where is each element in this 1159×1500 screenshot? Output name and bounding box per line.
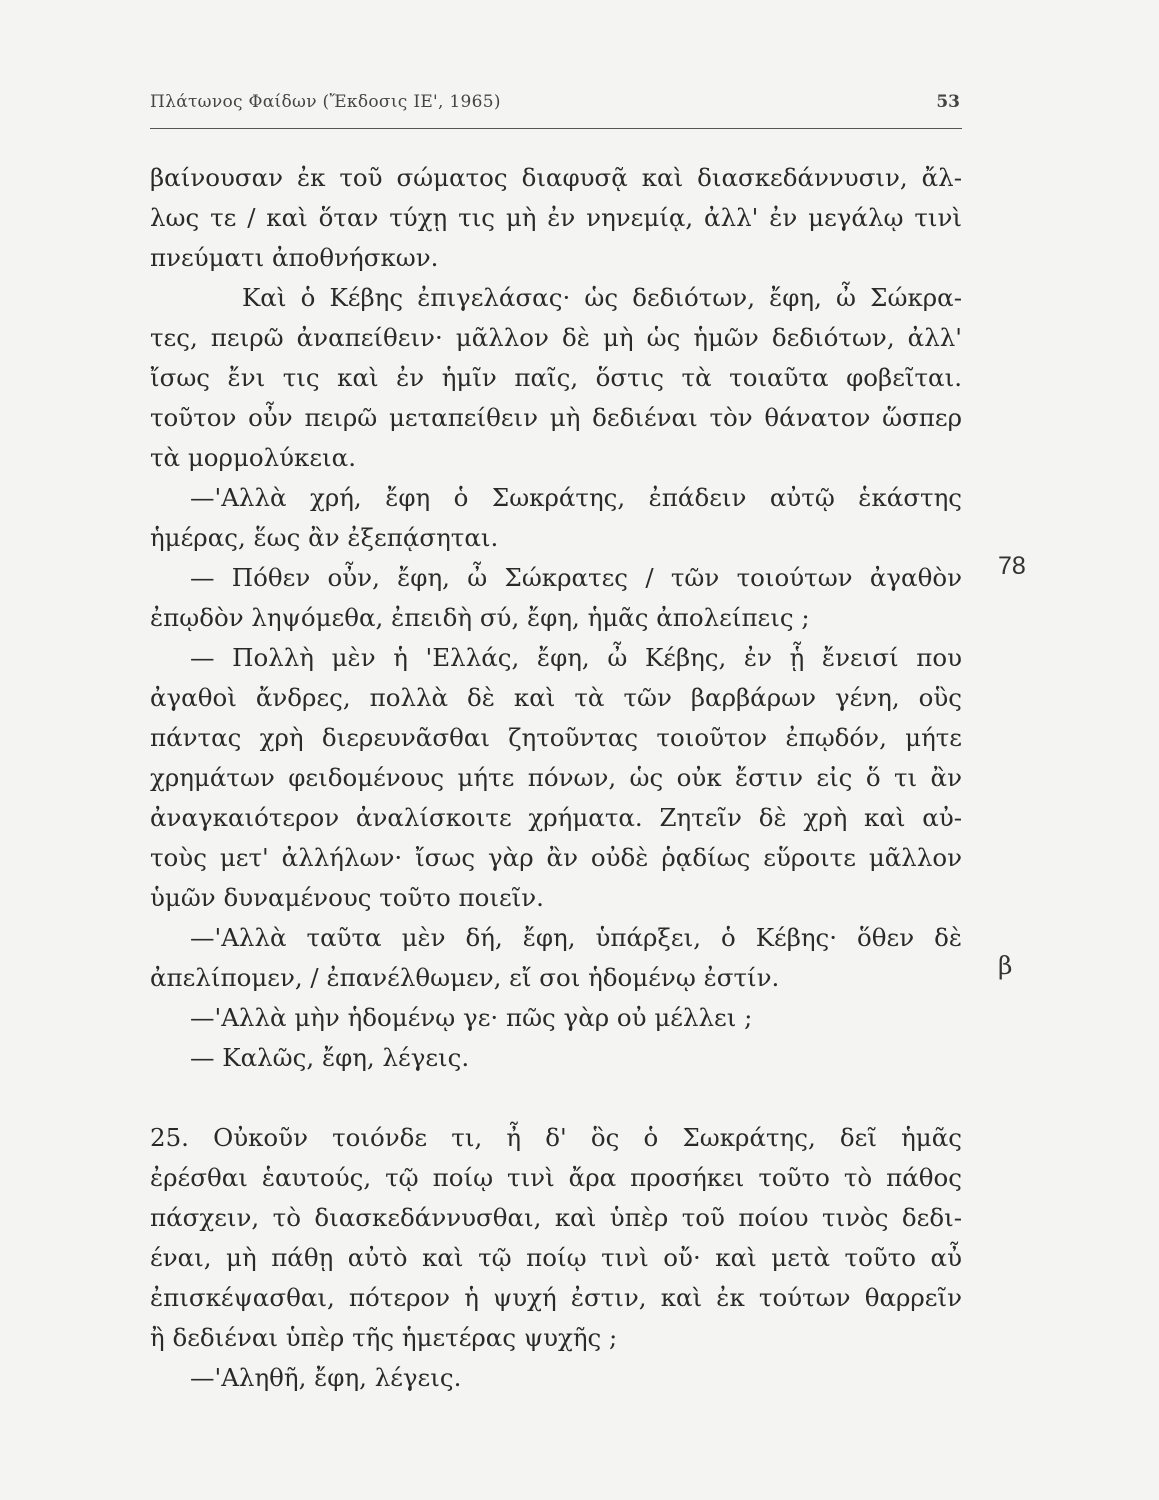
paragraph-gap xyxy=(150,1078,962,1118)
text-line: —'Αλλὰ ταῦτα μὲν δή, ἔφη, ὑπάρξει, ὁ Κέβης· ὅθεν δὲ xyxy=(190,923,962,952)
text-line: 25. Οὐκοῦν τοιόνδε τι, ἦ δ' ὃς ὁ Σωκράτης, δεῖ ἡμᾶς xyxy=(150,1123,962,1152)
text-line: ἴσως ἔνι τις καὶ ἐν ἡμῖν παῖς, ὅστις τὰ τοιαῦτα φοβεῖται. xyxy=(150,363,962,392)
text-line: πάσχειν, τὸ διασκεδάννυσθαι, καὶ ὑπὲρ τοῦ ποίου τινὸς δεδι- xyxy=(150,1203,962,1232)
text-line: έναι, μὴ πάθῃ αὐτὸ καὶ τῷ ποίῳ τινὶ οὔ· καὶ μετὰ τοῦτο αὖ xyxy=(150,1243,962,1272)
text-line: χρημάτων φειδομένους μήτε πόνων, ὡς οὐκ ἔστιν εἰς ὅ τι ἂν xyxy=(150,763,962,792)
text-line: — Πολλὴ μὲν ἡ 'Ελλάς, ἔφη, ὦ Κέβης, ἐν ᾗ ἔνεισί που xyxy=(190,643,962,672)
text-line: ἀγαθοὶ ἄνδρες, πολλὰ δὲ καὶ τὰ τῶν βαρβάρων γένη, οὓς xyxy=(150,683,962,712)
text-line: πάντας χρὴ διερευνᾶσθαι ζητοῦντας τοιοῦτον ἐπῳδόν, μήτε xyxy=(150,723,962,752)
header-title: Πλάτωνος Φαίδων (Ἔκδοσις ΙΕ', 1965) xyxy=(150,92,501,112)
text-line: ἀπελίπομεν, / ἐπανέλθωμεν, εἴ σοι ἡδομένῳ ἐστίν. xyxy=(150,963,780,992)
text-line: βαίνουσαν ἐκ τοῦ σώματος διαφυσᾷ καὶ διασκεδάννυσιν, ἄλ- xyxy=(150,163,962,192)
text-line: τὰ μορμολύκεια. xyxy=(150,443,357,472)
text-line: ἀναγκαιότερον ἀναλίσκοιτε χρήματα. Ζητεῖν δὲ χρὴ καὶ αὐ- xyxy=(150,803,962,832)
text-line: — Καλῶς, ἔφη, λέγεις. xyxy=(190,1043,470,1072)
text-line: ὑμῶν δυναμένους τοῦτο ποιεῖν. xyxy=(150,883,544,912)
text-line: τοὺς μετ' ἀλλήλων· ἴσως γὰρ ἂν οὐδὲ ῥᾳδίως εὕροιτε μᾶλλον xyxy=(150,843,962,872)
text-line: Καὶ ὁ Κέβης ἐπιγελάσας· ὡς δεδιότων, ἔφη, ὦ Σώκρα- xyxy=(242,283,962,312)
text-line: πνεύματι ἀποθνήσκων. xyxy=(150,243,439,272)
text-line: — Πόθεν οὖν, ἔφη, ὦ Σώκρατες / τῶν τοιούτων ἀγαθὸν xyxy=(190,563,962,592)
text-line: —'Αλλὰ χρή, ἔφη ὁ Σωκράτης, ἐπάδειν αὐτῷ ἑκάστης xyxy=(190,483,962,512)
text-line: ἐπῳδὸν ληψόμεθα, ἐπειδὴ σύ, ἔφη, ἡμᾶς ἀπολείπεις ; xyxy=(150,603,810,632)
text-line: —'Αλλὰ μὴν ἡδομένῳ γε· πῶς γὰρ οὐ μέλλει ; xyxy=(190,1003,753,1032)
margin-stephanus-beta: β xyxy=(998,951,1013,980)
text-line: τες, πειρῶ ἀναπείθειν· μᾶλλον δὲ μὴ ὡς ἡμῶν δεδιότων, ἀλλ' xyxy=(150,323,962,352)
text-line: ἢ δεδιέναι ὑπὲρ τῆς ἡμετέρας ψυχῆς ; xyxy=(150,1323,618,1352)
text-line: ἐρέσθαι ἑαυτούς, τῷ ποίῳ τινὶ ἄρα προσήκει τοῦτο τὸ πάθος xyxy=(150,1163,962,1192)
body-text xyxy=(150,158,962,1398)
text-line: τοῦτον οὖν πειρῶ μεταπείθειν μὴ δεδιέναι τὸν θάνατον ὥσπερ xyxy=(150,403,962,432)
text-line: ἐπισκέψασθαι, πότερον ἡ ψυχή ἐστιν, καὶ ἐκ τούτων θαρρεῖν xyxy=(150,1283,962,1312)
page-number: 53 xyxy=(936,92,960,112)
text-line: —'Αληθῆ, ἔφη, λέγεις. xyxy=(190,1363,462,1392)
text-line: λως τε / καὶ ὅταν τύχῃ τις μὴ ἐν νηνεμίᾳ, ἀλλ' ἐν μεγάλῳ τινὶ xyxy=(150,203,962,232)
text-line: ἡμέρας, ἕως ἂν ἐξεπᾴσηται. xyxy=(150,523,499,552)
margin-stephanus-78: 78 xyxy=(998,552,1026,580)
running-header xyxy=(150,92,962,129)
